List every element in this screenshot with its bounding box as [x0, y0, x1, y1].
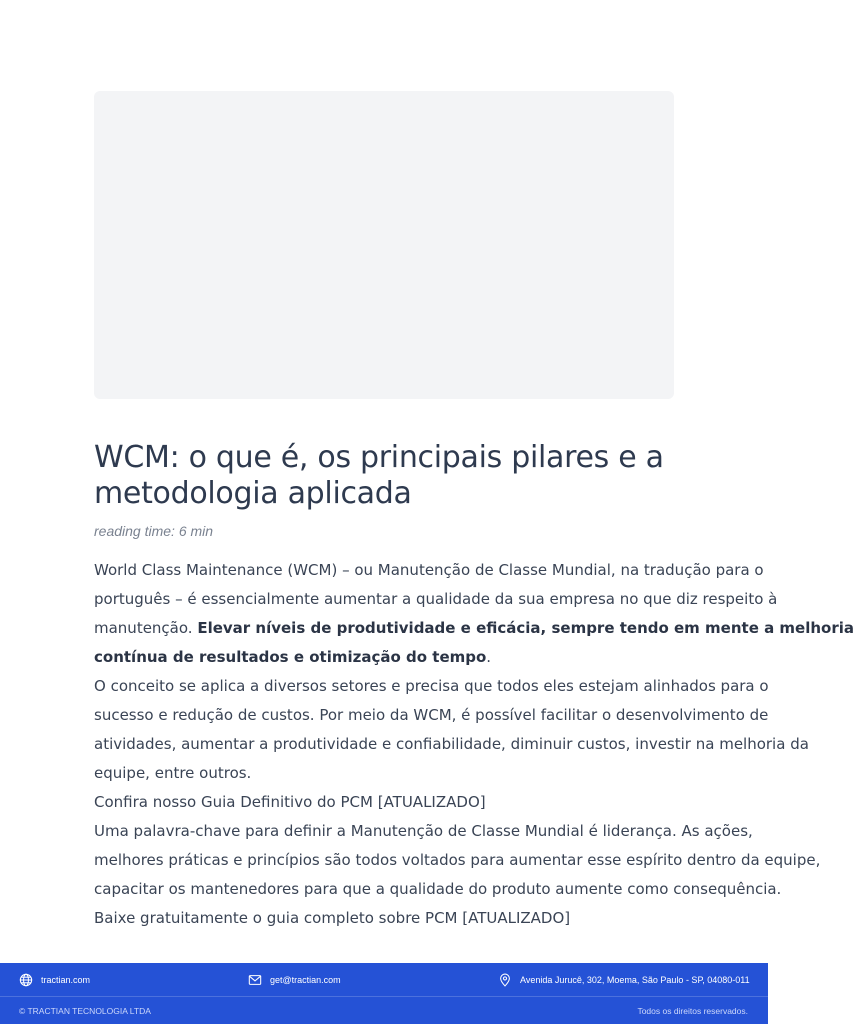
- hero-image-placeholder: [94, 91, 674, 399]
- paragraph-2-line-2: sucesso e redução de custos. Por meio da WCM, é possível facilitar o desenvolvimento de: [94, 706, 769, 724]
- footer-contact-bar: [0, 963, 768, 997]
- map-pin-icon: [498, 973, 512, 987]
- reading-time: reading time: 6 min: [94, 523, 214, 539]
- paragraph-1-period: .: [486, 648, 492, 666]
- article-body: [94, 556, 854, 933]
- mail-icon: [248, 973, 262, 987]
- footer-email[interactable]: [248, 973, 341, 987]
- footer-legal-bar: [0, 997, 768, 1024]
- pcm-guide-link[interactable]: Confira nosso Guia Definitivo do PCM [ATUALIZADO]: [94, 793, 486, 811]
- paragraph-1-text: manutenção.: [94, 619, 198, 637]
- paragraph-1-line-1: World Class Maintenance (WCM) – ou Manutenção de Classe Mundial, na tradução para o: [94, 561, 764, 579]
- globe-icon: [19, 973, 33, 987]
- paragraph-4-line-3: capacitar os mantenedores para que a qualidade do produto aumente como consequência.: [94, 880, 782, 898]
- pcm-download-link[interactable]: Baixe gratuitamente o guia completo sobre PCM [ATUALIZADO]: [94, 909, 571, 927]
- paragraph-1-line-2: português – é essencialmente aumentar a qualidade da sua empresa no que diz respeito à: [94, 590, 778, 608]
- paragraph-2-line-4: equipe, entre outros.: [94, 764, 252, 782]
- paragraph-2-line-1: O conceito se aplica a diversos setores e precisa que todos eles estejam alinhados para o: [94, 677, 769, 695]
- footer-copyright: © TRACTIAN TECNOLOGIA LTDA: [19, 1006, 151, 1016]
- paragraph-1-line-3: [94, 614, 854, 643]
- footer-email-text: get@tractian.com: [270, 975, 341, 985]
- footer-address-text: Avenida Jurucê, 302, Moema, São Paulo - SP, 04080-011: [520, 975, 750, 985]
- footer: [0, 963, 768, 1024]
- paragraph-4: [94, 817, 821, 904]
- paragraph-4-line-1: Uma palavra-chave para definir a Manutenção de Classe Mundial é liderança. As ações,: [94, 822, 753, 840]
- paragraph-1-highlight-end: contínua de resultados e otimização do tempo: [94, 648, 487, 666]
- paragraph-2-line-3: atividades, aumentar a produtividade e confiabilidade, diminuir custos, investir na melhoria da: [94, 735, 809, 753]
- footer-website[interactable]: [19, 973, 90, 987]
- paragraph-2: [94, 672, 809, 788]
- footer-address: [498, 973, 750, 987]
- paragraph-1-highlight: Elevar níveis de produtividade e eficácia, sempre tendo em mente a melhoria: [197, 619, 854, 637]
- paragraph-1-line-4: [94, 643, 714, 672]
- article-title: WCM: o que é, os principais pilares e a metodologia aplicada: [94, 440, 664, 511]
- footer-website-text: tractian.com: [41, 975, 91, 985]
- paragraph-4-line-2: melhores práticas e princípios são todos voltados para aumentar esse espírito dentro da equipe,: [94, 851, 821, 869]
- footer-rights: Todos os direitos reservados.: [637, 1006, 748, 1016]
- paragraph-1: [94, 556, 854, 672]
